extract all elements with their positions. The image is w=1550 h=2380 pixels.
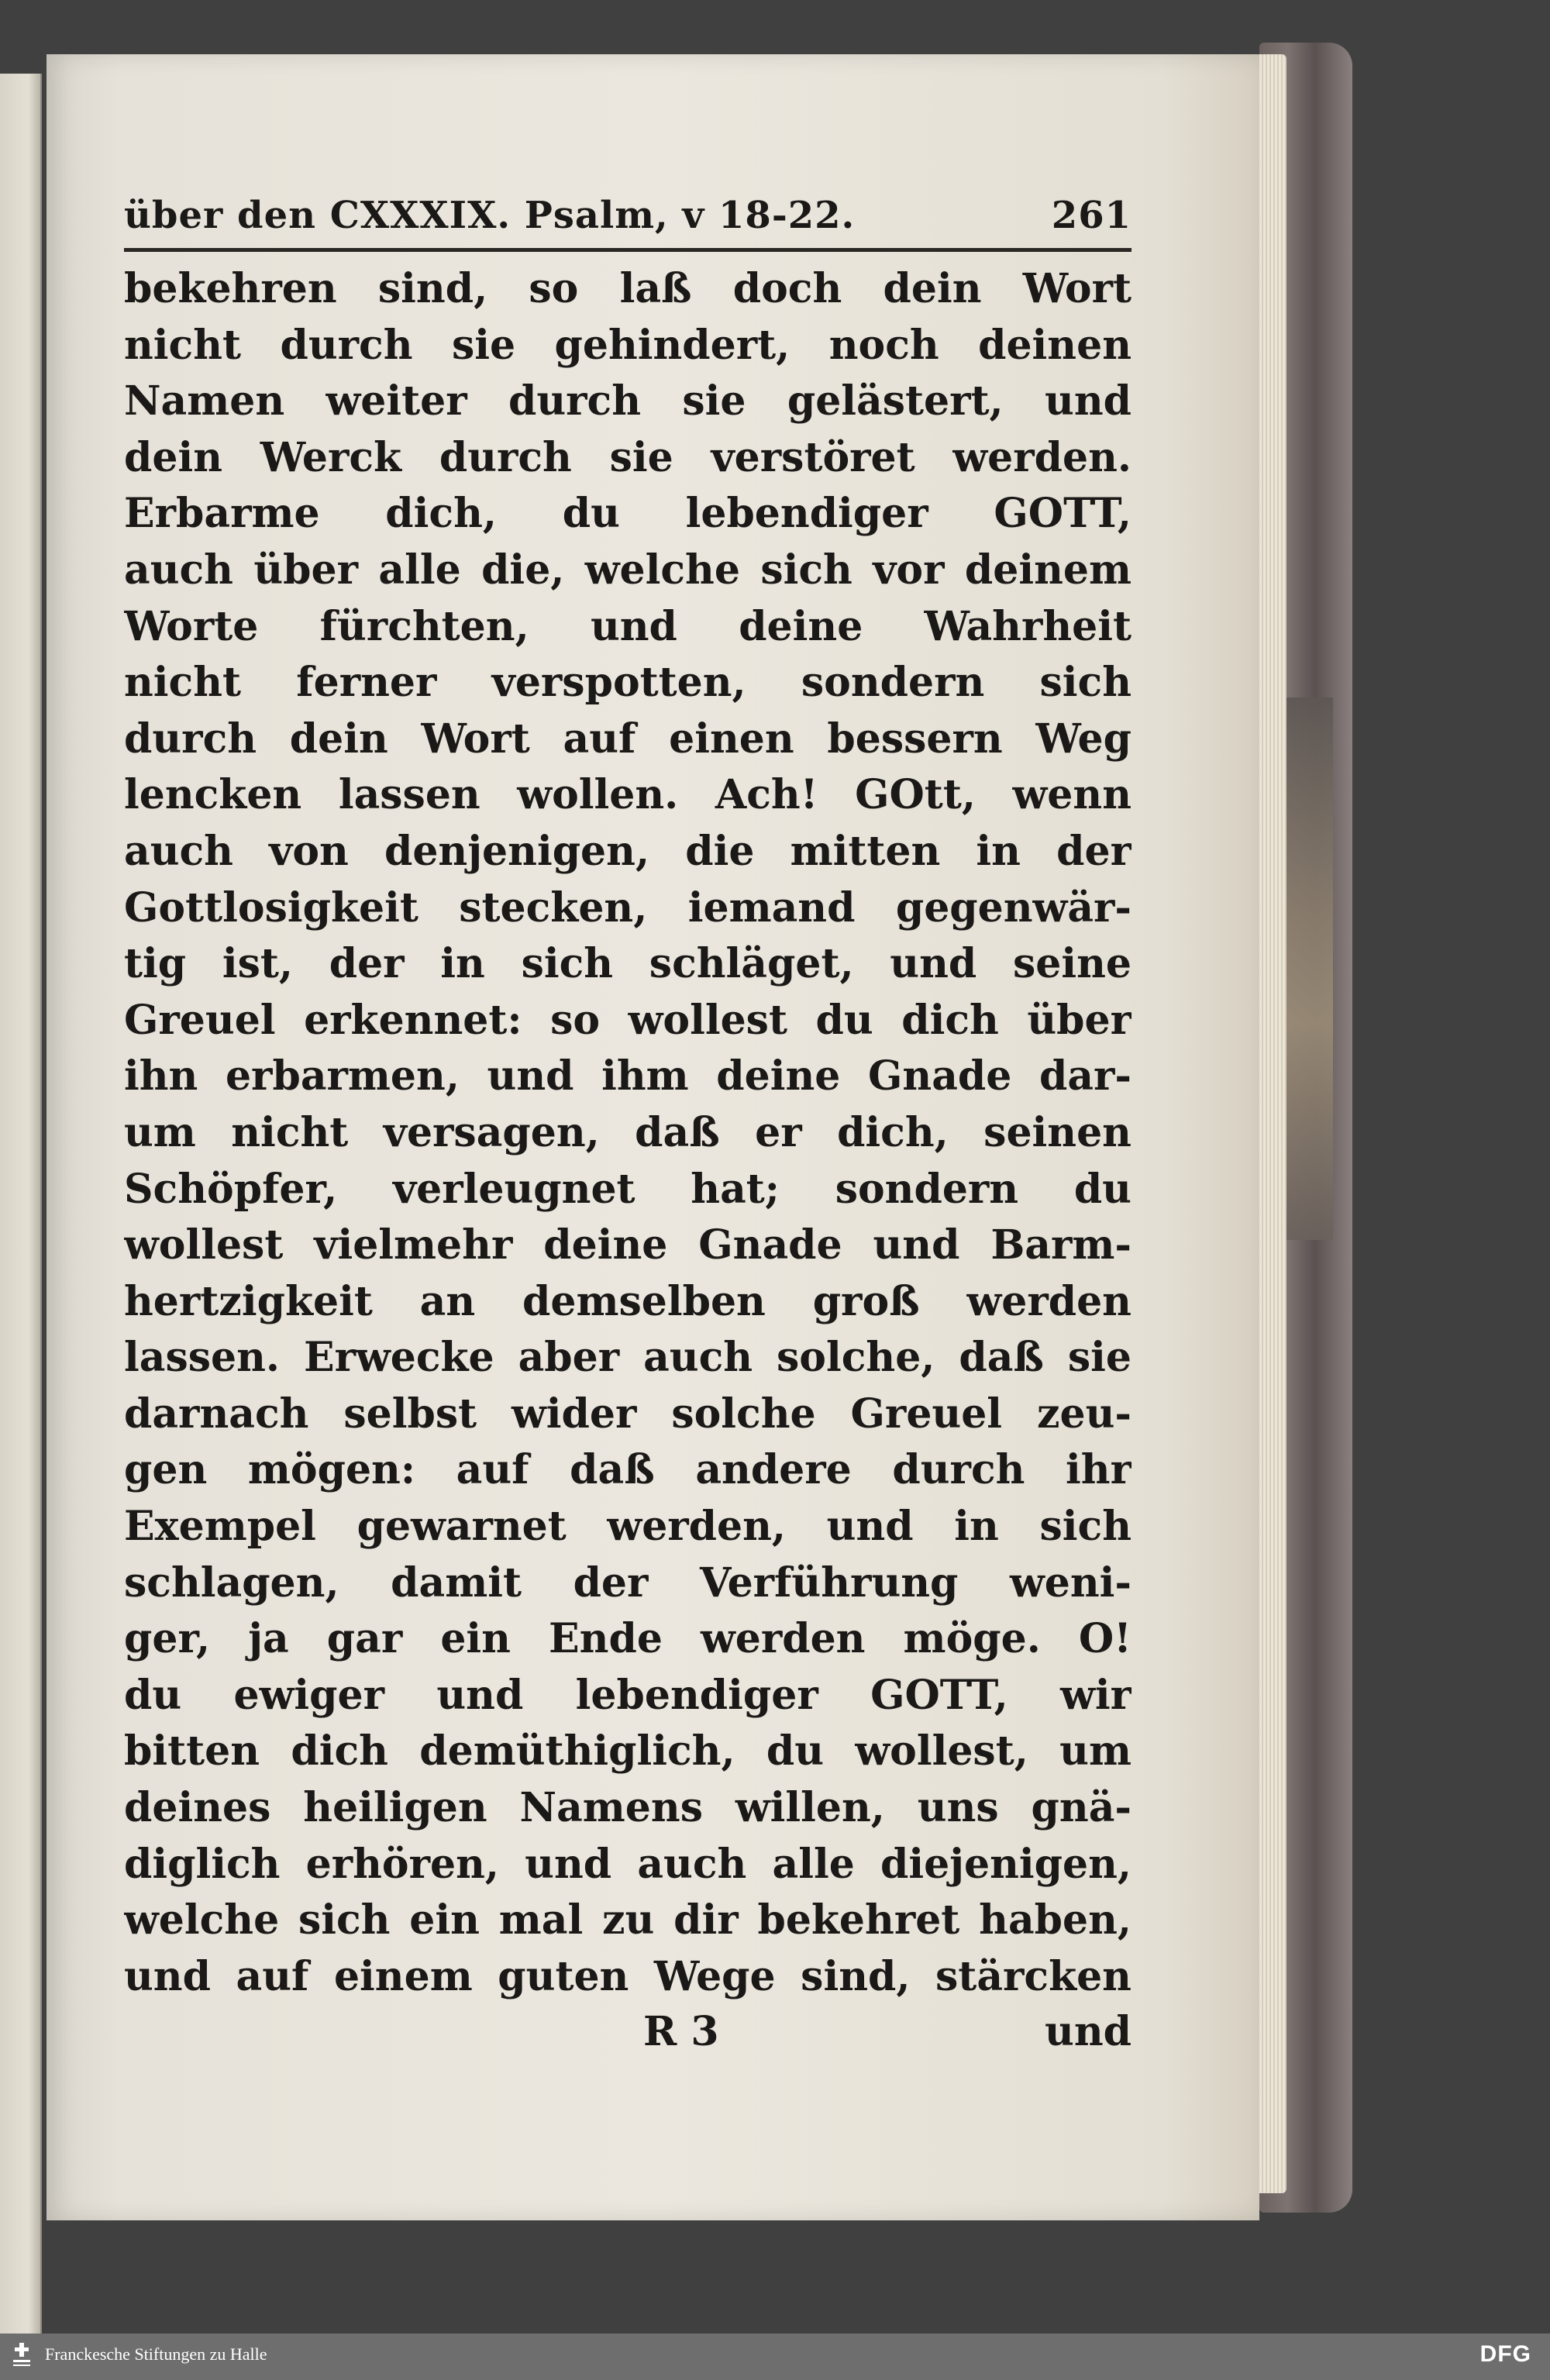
text-line: nicht durch sie gehindert, noch deinen: [124, 321, 1132, 369]
text-line: diglich erhören, und auch alle diejenigen,: [124, 1840, 1132, 1888]
dfg-logo: DFG: [1479, 2341, 1531, 2367]
viewer-footer-bar: [0, 2334, 1550, 2380]
text-line: lassen. Erwecke aber auch solche, daß sie: [124, 1334, 1132, 1382]
text-line: hertzigkeit an demselben groß werden: [124, 1277, 1132, 1325]
text-line: welche sich ein mal zu dir bekehret haben,: [124, 1896, 1132, 1944]
text-line: lencken lassen wollen. Ach! GOtt, wenn: [124, 771, 1132, 819]
text-line: und auf einem guten Wege sind, stärcken: [124, 1952, 1132, 2000]
page-footer: [124, 2008, 1132, 2064]
head-rule: [124, 248, 1132, 252]
institution-name: Franckesche Stiftungen zu Halle: [45, 2344, 267, 2364]
text-line: bitten dich demüthiglich, du wollest, um: [124, 1727, 1132, 1776]
text-line: wollest vielmehr deine Gnade und Barm-: [124, 1221, 1132, 1269]
text-line: auch über alle die, welche sich vor deinem: [124, 546, 1132, 594]
text-line: Erbarme dich, du lebendiger GOTT,: [124, 490, 1132, 538]
text-line: Schöpfer, verleugnet hat; sondern du: [124, 1165, 1132, 1213]
text-line: tig ist, der in sich schläget, und seine: [124, 940, 1132, 988]
text-line: auch von denjenigen, die mitten in der: [124, 827, 1132, 875]
text-line: du ewiger und lebendiger GOTT, wir: [124, 1671, 1132, 1719]
francke-foundation-logo-icon: [11, 2340, 33, 2371]
text-line: durch dein Wort auf einen bessern Weg: [124, 715, 1132, 763]
running-head: [124, 194, 1132, 242]
text-line: Worte fürchten, und deine Wahrheit: [124, 602, 1132, 650]
text-line: ger, ja gar ein Ende werden möge. O!: [124, 1615, 1132, 1663]
text-line: gen mögen: auf daß andere durch ihr: [124, 1446, 1132, 1494]
page-number: 261: [1051, 194, 1132, 237]
book-page: [46, 54, 1259, 2220]
text-line: Namen weiter durch sie gelästert, und: [124, 377, 1132, 425]
text-line: um nicht versagen, daß er dich, seinen: [124, 1108, 1132, 1156]
text-line: dein Werck durch sie verstöret werden.: [124, 433, 1132, 481]
text-line: Exempel gewarnet werden, und in sich: [124, 1503, 1132, 1551]
catchword: und: [1045, 2008, 1132, 2056]
text-line: Gottlosigkeit stecken, iemand gegenwär-: [124, 883, 1132, 932]
text-block: [124, 194, 1132, 2064]
signature-mark: R 3: [643, 2008, 719, 2056]
left-page-edge: [0, 74, 42, 2348]
text-line: bekehren sind, so laß doch dein Wort: [124, 265, 1132, 312]
cover-wear: [1279, 697, 1333, 1240]
text-line: nicht ferner verspotten, sondern sich: [124, 659, 1132, 707]
body-text: [124, 261, 1132, 2005]
running-head-title: über den CXXXIX. Psalm, v 18-22.: [124, 194, 856, 237]
text-line: deines heiligen Namens willen, uns gnä-: [124, 1784, 1132, 1832]
text-line: ihn erbarmen, und ihm deine Gnade dar-: [124, 1052, 1132, 1100]
text-line: Greuel erkennet: so wollest du dich über: [124, 996, 1132, 1044]
text-line: darnach selbst wider solche Greuel zeu-: [124, 1390, 1132, 1438]
text-line: schlagen, damit der Verführung weni-: [124, 1559, 1132, 1607]
